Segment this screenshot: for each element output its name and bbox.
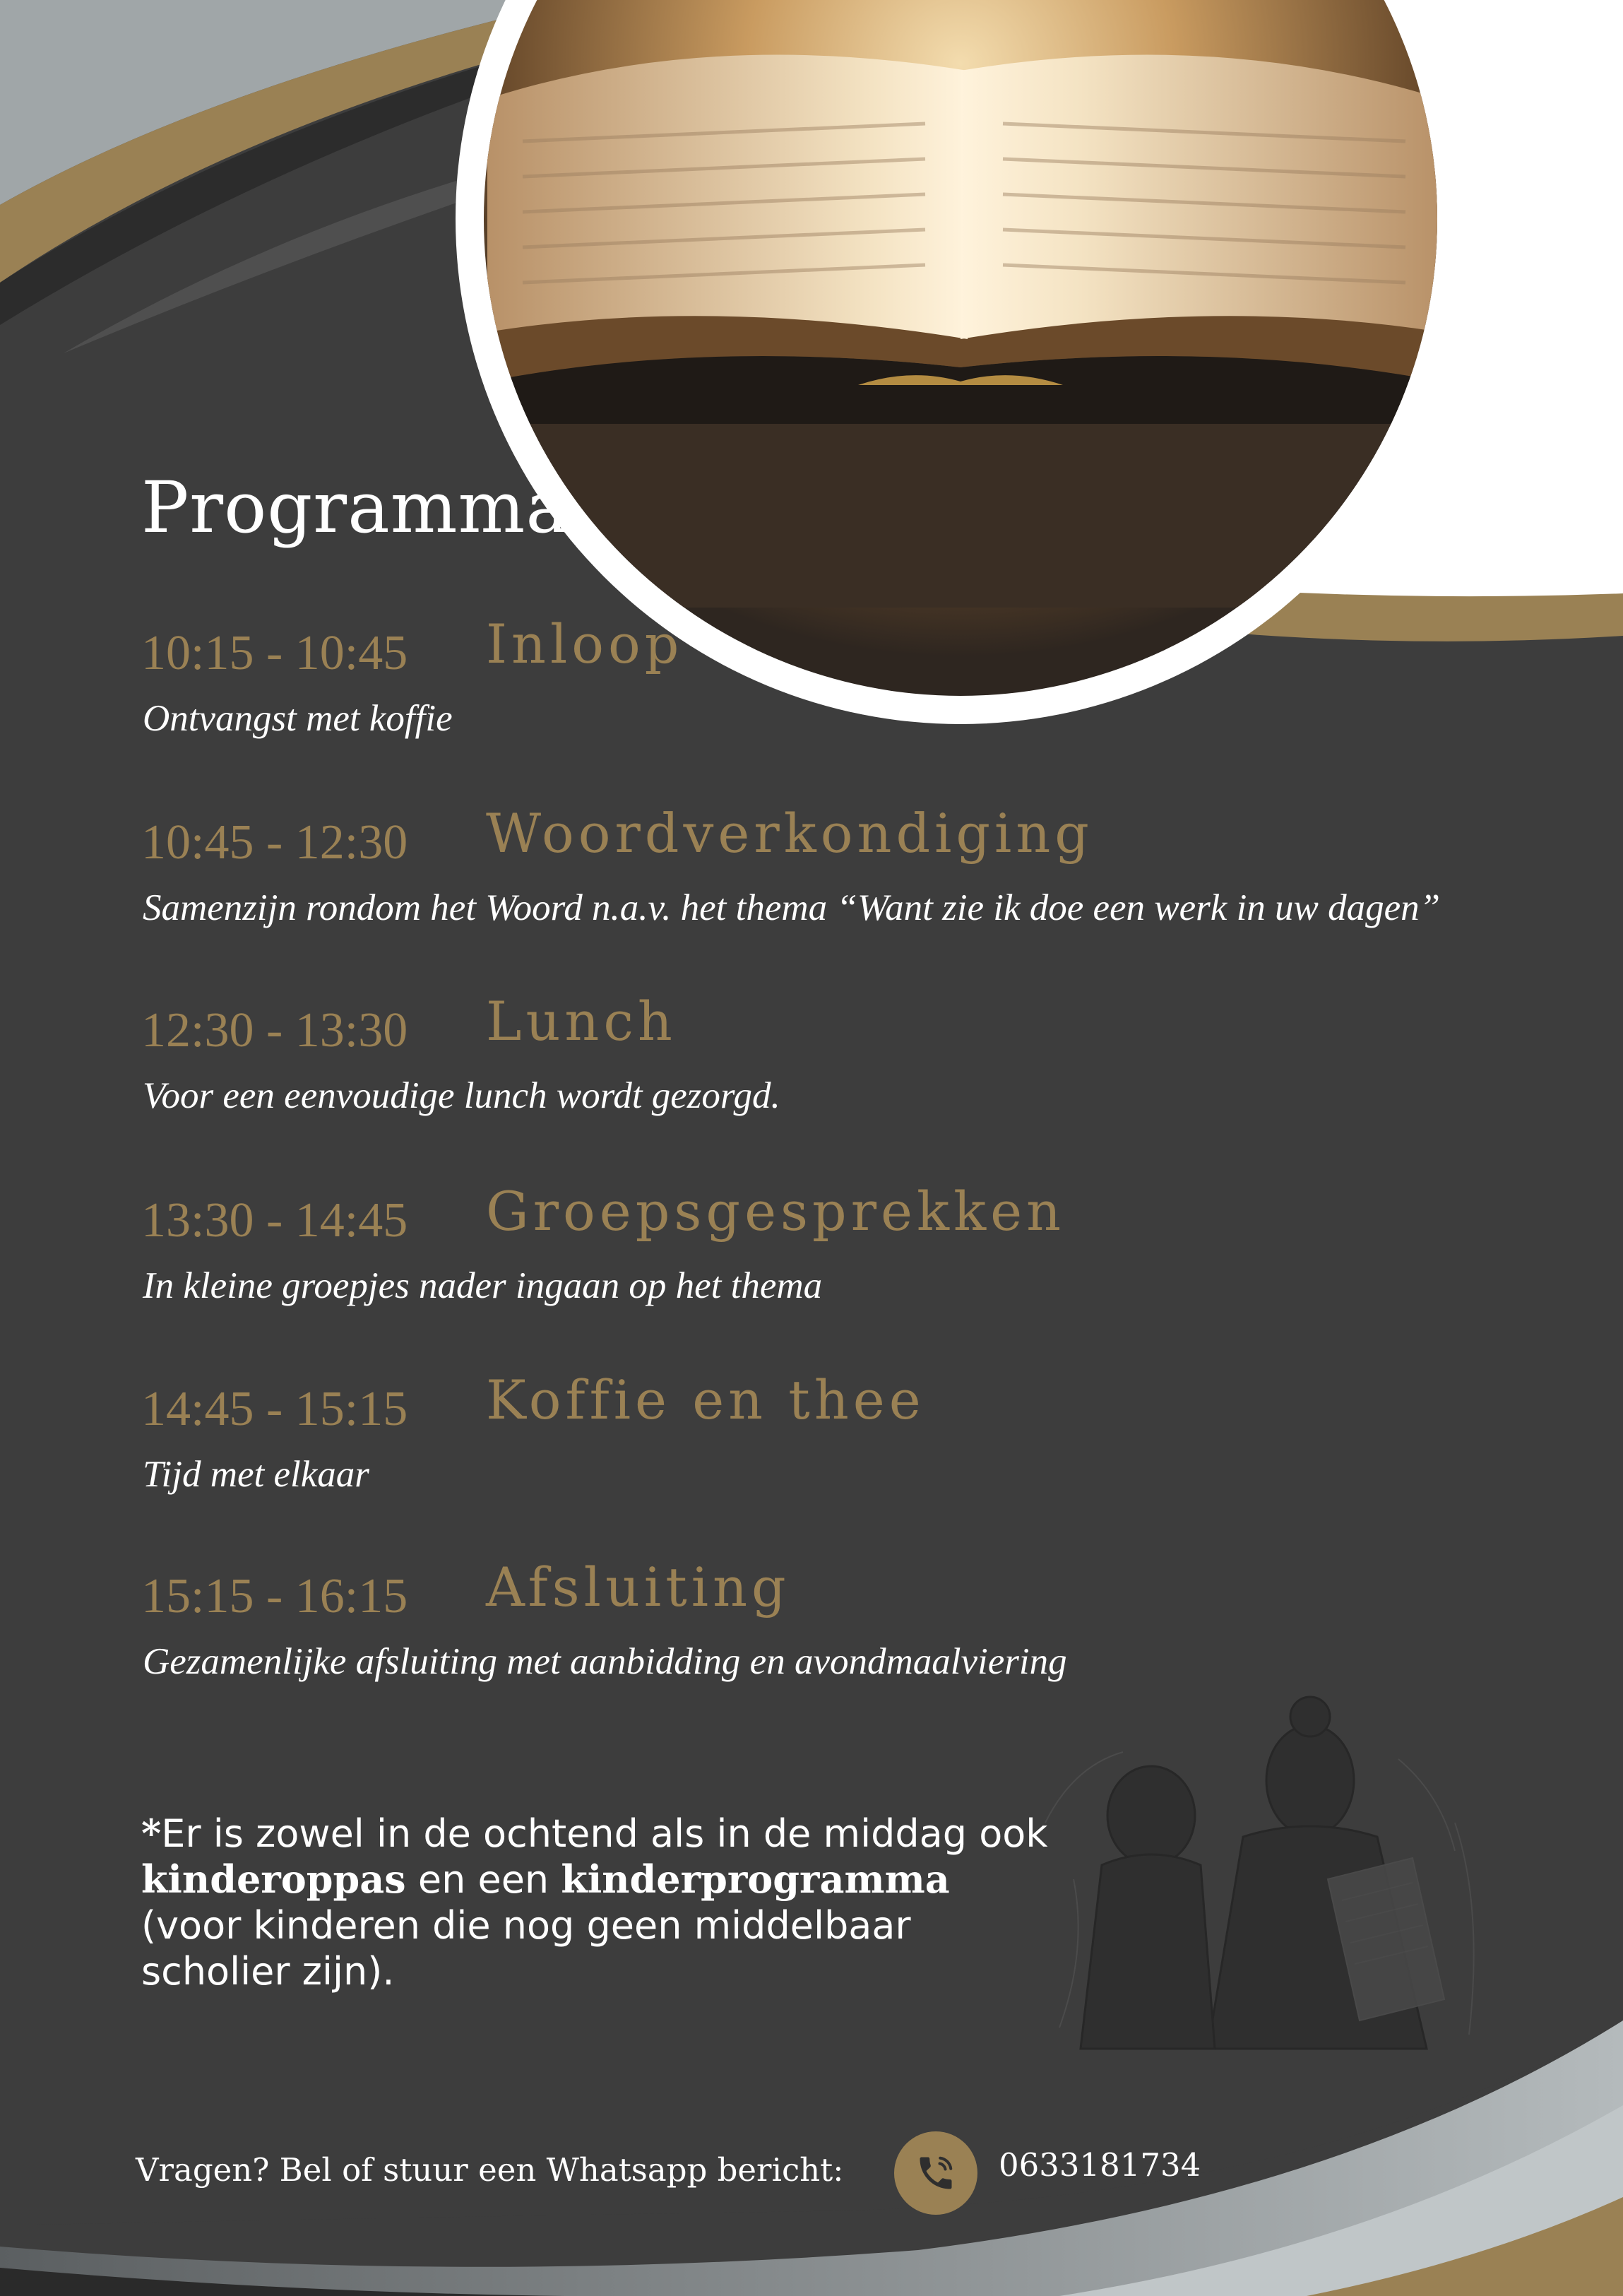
schedule-title: Groepsgesprekken	[486, 1180, 1066, 1243]
schedule-time: 13:30 - 14:45	[141, 1193, 408, 1248]
schedule-title: Inloop	[486, 613, 684, 675]
schedule-time: 12:30 - 13:30	[141, 1003, 408, 1058]
note-asterisk: *	[141, 1811, 162, 1856]
schedule-title: Woordverkondiging	[486, 802, 1093, 865]
schedule-time: 15:15 - 16:15	[141, 1569, 408, 1623]
mother-reading-to-child-illustration	[1031, 1696, 1511, 2063]
schedule-title: Koffie en thee	[486, 1368, 925, 1431]
schedule-description: Voor een eenvoudige lunch wordt gezorgd.	[143, 1075, 780, 1116]
schedule-time: 14:45 - 15:15	[141, 1382, 408, 1436]
childcare-note	[141, 1811, 1059, 1994]
phone-icon	[915, 2152, 957, 2194]
schedule-time: 10:15 - 10:45	[141, 626, 408, 680]
phone-number[interactable]: 0633181734	[999, 2146, 1201, 2184]
schedule-description: Tijd met elkaar	[143, 1454, 369, 1495]
schedule-title: Lunch	[486, 990, 677, 1053]
note-text: en een	[405, 1857, 561, 1902]
schedule-title: Afsluiting	[486, 1556, 790, 1619]
schedule-time: 10:45 - 12:30	[141, 815, 408, 870]
phone-button[interactable]	[894, 2131, 977, 2215]
schedule-description: In kleine groepjes nader ingaan op het thema	[143, 1265, 823, 1306]
schedule-description: Ontvangst met koffie	[143, 698, 453, 739]
contact-label: Vragen? Bel of stuur een Whatsapp bericht:	[136, 2151, 844, 2189]
schedule-description: Samenzijn rondom het Woord n.a.v. het thema “Want zie ik doe een werk in uw dagen”	[143, 887, 1441, 928]
note-text: Er is zowel in de ochtend als in de middag ook	[161, 1811, 1048, 1856]
note-text: (voor kinderen die nog geen middelbaar scholier zijn).	[141, 1903, 911, 1994]
note-highlight-childcare: kinderoppas	[141, 1857, 406, 1902]
page-title: Programma	[141, 466, 569, 549]
schedule-description: Gezamenlijke afsluiting met aanbidding en avondmaalviering	[143, 1641, 1067, 1682]
note-highlight-kids-program: kinderprogramma	[561, 1857, 950, 1902]
